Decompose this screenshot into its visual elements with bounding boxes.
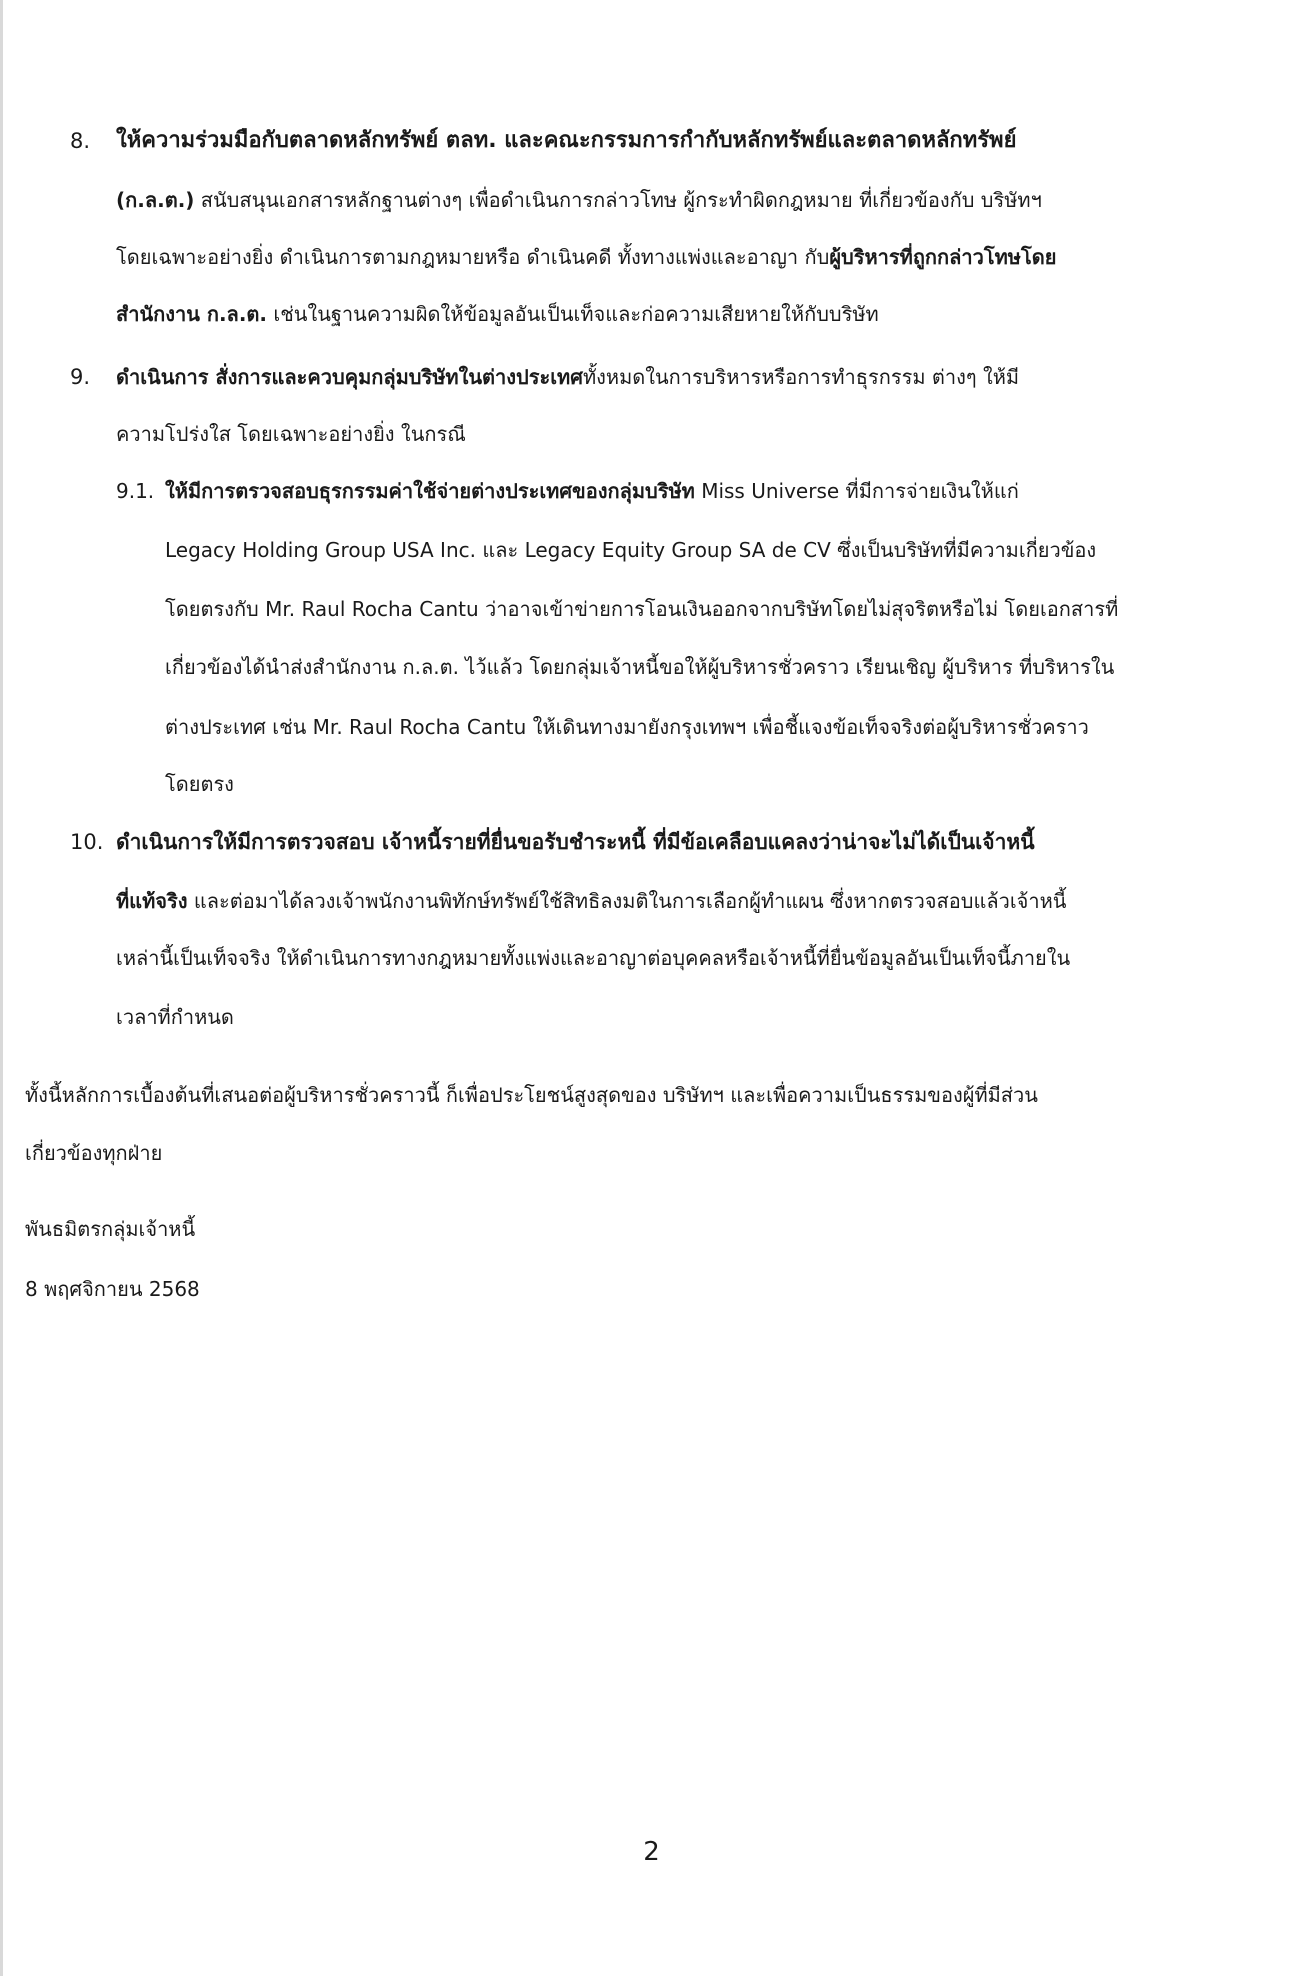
item-8-line-2 bbox=[116, 185, 1042, 215]
signature-date: 8 พฤศจิกายน 2568 bbox=[25, 1277, 200, 1301]
item-10-line-2 bbox=[116, 886, 1066, 916]
item-8-line-3-bold: ผู้บริหารที่ถูกกล่าวโทษโดย bbox=[829, 245, 1057, 269]
item-9-1-line-2: Legacy Holding Group USA Inc. และ Legacy Equity Group SA de CV ซึ่งเป็นบริษัทที่มีความเกี่ยวข้อง bbox=[165, 538, 1097, 562]
item-9-1-line-6: โดยตรง bbox=[165, 772, 234, 796]
item-10-line-3: เหล่านี้เป็นเท็จจริง ให้ดำเนินการทางกฎหมายทั้งแพ่งและอาญาต่อบุคคลหรือเจ้าหนี้ที่ยื่นข้อมูลอันเป็นเท็จนี้ภายใน bbox=[116, 946, 1071, 970]
item-9-line-1-bold: ดำเนินการ สั่งการและควบคุมกลุ่มบริษัทในต่างประเทศ bbox=[116, 365, 583, 389]
item-9-1-line-3: โดยตรงกับ Mr. Raul Rocha Cantu ว่าอาจเข้าข่ายการโอนเงินออกจากบริษัทโดยไม่สุจริตหรือไม่ โดยเอกสารที่ bbox=[165, 597, 1119, 621]
item-9-line-1 bbox=[116, 362, 1019, 392]
item-8-line-1: ให้ความร่วมมือกับตลาดหลักทรัพย์ ตลท. และคณะกรรมการกำกับหลักทรัพย์และตลาดหลักทรัพย์ bbox=[116, 128, 1017, 153]
item-10-line-1: ดำเนินการให้มีการตรวจสอบ เจ้าหนี้รายที่ยื่นขอรับชำระหนี้ ที่มีข้อเคลือบแคลงว่าน่าจะไม่ได้เป็นเจ้าหนี้ bbox=[116, 830, 1035, 854]
item-8-line-3 bbox=[116, 242, 1056, 272]
item-10-line-2-text: และต่อมาได้ลวงเจ้าพนักงานพิทักษ์ทรัพย์ใช้สิทธิลงมติในการเลือกผู้ทำแผน ซึ่งหากตรวจสอบแล้วเจ้าหนี้ bbox=[187, 889, 1067, 913]
item-8-line-2-bold: (ก.ล.ต.) bbox=[116, 188, 195, 212]
item-9-line-1-text: ทั้งหมดในการบริหารหรือการทำธุรกรรม ต่างๆ ให้มี bbox=[582, 365, 1020, 389]
item-9-1-line-4: เกี่ยวข้องได้นำส่งสำนักงาน ก.ล.ต. ไว้แล้ว โดยกลุ่มเจ้าหนี้ขอให้ผู้บริหารชั่วคราว เรียนเชิญ ผู้บริหาร ที่บริหารใน bbox=[165, 655, 1115, 679]
page-number: 2 bbox=[643, 1837, 660, 1867]
item-8-line-3-text: โดยเฉพาะอย่างยิ่ง ดำเนินการตามกฎหมายหรือ ดำเนินคดี ทั้งทางแพ่งและอาญา กับ bbox=[116, 245, 830, 269]
signature-org: พันธมิตรกลุ่มเจ้าหนี้ bbox=[25, 1217, 196, 1241]
item-9-1-line-1 bbox=[165, 476, 1019, 506]
item-10-number: 10. bbox=[70, 830, 104, 854]
item-10-line-4: เวลาที่กำหนด bbox=[116, 1005, 234, 1029]
item-8-line-4 bbox=[116, 299, 879, 329]
item-9-1-line-1-text: Miss Universe ที่มีการจ่ายเงินให้แก่ bbox=[694, 479, 1019, 503]
item-10-line-2-bold: ที่แท้จริง bbox=[116, 889, 188, 913]
item-8-line-4-bold: สำนักงาน ก.ล.ต. bbox=[116, 302, 267, 326]
item-8-number: 8. bbox=[70, 129, 91, 153]
closing-line-2: เกี่ยวข้องทุกฝ่าย bbox=[25, 1141, 163, 1165]
item-9-line-2: ความโปร่งใส โดยเฉพาะอย่างยิ่ง ในกรณี bbox=[116, 422, 466, 446]
item-9-1-line-1-bold: ให้มีการตรวจสอบธุรกรรมค่าใช้จ่ายต่างประเทศของกลุ่มบริษัท bbox=[165, 479, 695, 503]
item-9-1-line-5: ต่างประเทศ เช่น Mr. Raul Rocha Cantu ให้เดินทางมายังกรุงเทพฯ เพื่อชี้แจงข้อเท็จจริงต่อผู้บริหารชั่วคราว bbox=[165, 715, 1089, 739]
item-8-line-4-text: เช่นในฐานความผิดให้ข้อมูลอันเป็นเท็จและก่อความเสียหายให้กับบริษัท bbox=[267, 302, 879, 326]
closing-line-1: ทั้งนี้หลักการเบื้องต้นที่เสนอต่อผู้บริหารชั่วคราวนี้ ก็เพื่อประโยชน์สูงสุดของ บริษัทฯ และเพื่อความเป็นธรรมของผู้ที่มีส่วน bbox=[25, 1083, 1038, 1107]
item-9-1-number: 9.1. bbox=[116, 479, 155, 503]
item-9-number: 9. bbox=[70, 365, 91, 389]
item-8-line-2-text: สนับสนุนเอกสารหลักฐานต่างๆ เพื่อดำเนินการกล่าวโทษ ผู้กระทำผิดกฎหมาย ที่เกี่ยวข้องกับ บริษัทฯ bbox=[194, 188, 1042, 212]
